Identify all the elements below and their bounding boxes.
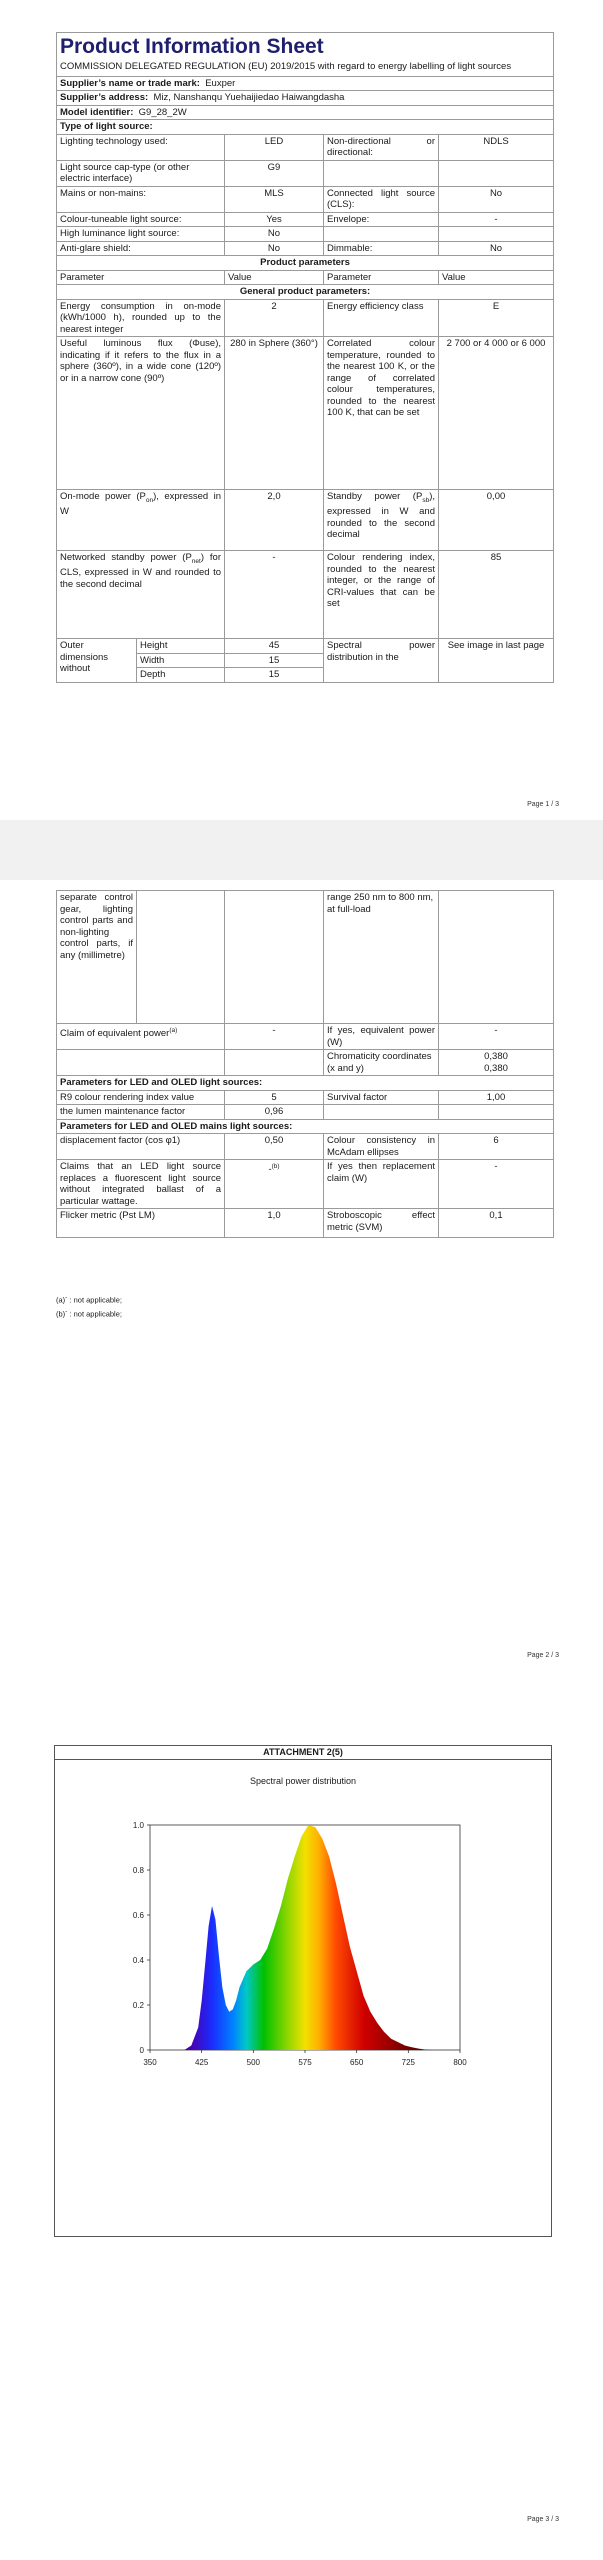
- spd-empty: [439, 891, 554, 1024]
- height-value: 45: [225, 639, 324, 654]
- x-tick-label: 800: [453, 2058, 467, 2067]
- y-tick-label: 0.2: [132, 2001, 144, 2010]
- mains-row: [57, 1134, 554, 1160]
- dimensions-continued-row: [57, 891, 554, 1024]
- chromaticity-y: 0,380: [484, 1062, 508, 1074]
- led-row: [57, 1105, 554, 1120]
- type-label-2: [324, 227, 439, 242]
- cct-label: Correlated colour temperature, rounded to the nearest 100 K, or the range of correlated colour temperatures, rounded to the nearest 100 K, that can be set: [324, 337, 439, 490]
- type-label: Lighting technology used:: [57, 134, 225, 160]
- supplier-name-label: Supplier’s name or trade mark:: [60, 77, 200, 89]
- type-heading: Type of light source:: [57, 120, 554, 135]
- replacement-watt-value: -: [439, 1160, 554, 1209]
- type-value-2: [439, 160, 554, 186]
- chromaticity-label: Chromaticity coordinates (x and y): [324, 1050, 439, 1076]
- type-label-2: [324, 160, 439, 186]
- depth-value: 15: [225, 668, 324, 683]
- type-row: [57, 227, 554, 242]
- type-row: [57, 186, 554, 212]
- width-value: 15: [225, 653, 324, 668]
- general-parameters-heading: General product parameters:: [57, 285, 554, 300]
- colour-consistency-value: 6: [439, 1134, 554, 1160]
- dimensions-empty: [137, 891, 225, 1024]
- x-tick-label: 725: [401, 2058, 416, 2067]
- product-parameters-heading: Product parameters: [57, 256, 554, 271]
- param-header-row: [57, 270, 554, 285]
- svm-value: 0,1: [439, 1209, 554, 1238]
- networked-standby-label: Networked standby power $(P_{net})$ for CLS, expressed in W and rounded to the second decimal: [57, 551, 225, 639]
- page-number-1: Page 1 / 3: [527, 801, 559, 808]
- type-label: High luminance light source:: [57, 227, 225, 242]
- spd-chart: [55, 1760, 551, 2230]
- y-tick-label: 1.0: [132, 1821, 144, 1830]
- general-row: [57, 490, 554, 551]
- type-row: [57, 241, 554, 256]
- led-parameters-heading: Parameters for LED and OLED light sources:: [57, 1076, 554, 1091]
- dimensions-row: [57, 639, 554, 654]
- type-value-2: No: [439, 186, 554, 212]
- type-label: Anti-glare shield:: [57, 241, 225, 256]
- footnotes: [56, 1292, 122, 1319]
- supplier-name-row: [57, 76, 554, 91]
- y-tick-label: 0.6: [132, 1911, 144, 1920]
- colour-consistency-label: Colour consistency in McAdam ellipses: [324, 1134, 439, 1160]
- flicker-label: Flicker metric (Pst LM): [57, 1209, 225, 1238]
- chromaticity-row: [57, 1050, 554, 1076]
- energy-class-value: E: [439, 299, 554, 337]
- type-value-2: -: [439, 212, 554, 227]
- r9-label: R9 colour rendering index value: [57, 1090, 225, 1105]
- replacement-watt-label: If yes then replacement claim (W): [324, 1160, 439, 1209]
- attachment-title: ATTACHMENT 2(5): [55, 1746, 551, 1760]
- equivalent-row: [57, 1024, 554, 1050]
- type-label-2: Non-directional or directional:: [324, 134, 439, 160]
- dimensions-label-part1: Outer dimensions without: [57, 639, 137, 683]
- x-tick-label: 650: [349, 2058, 364, 2067]
- standby-power-label: Standby power $(P_{sb})$, expressed in W and rounded to the second decimal: [324, 490, 439, 551]
- equivalent-label: Claim of equivalent power$^{(a)}$: [57, 1024, 225, 1050]
- led-row: [57, 1090, 554, 1105]
- x-tick-label: 500: [246, 2058, 261, 2067]
- type-row: [57, 160, 554, 186]
- info-table-page1: [56, 32, 554, 683]
- regulation-text: COMMISSION DELEGATED REGULATION (EU) 2019/2015 with regard to energy labelling of light sources: [60, 61, 512, 72]
- energy-consumption-label: Energy consumption in on-mode (kWh/1000 h), rounded up to the nearest integer: [57, 299, 225, 337]
- led-empty-label: [324, 1105, 439, 1120]
- page-number-3: Page 3 / 3: [527, 2516, 559, 2523]
- lumen-maintenance-label: the lumen maintenance factor: [57, 1105, 225, 1120]
- page-2: [0, 880, 603, 1700]
- param-header: Parameter: [57, 270, 225, 285]
- equivalent-power-label: If yes, equivalent power (W): [324, 1024, 439, 1050]
- equivalent-value: -: [225, 1024, 324, 1050]
- equivalent-power-value: -: [439, 1024, 554, 1050]
- type-value: MLS: [225, 186, 324, 212]
- type-value: G9: [225, 160, 324, 186]
- chromaticity-values: [439, 1050, 554, 1076]
- survival-factor-value: 1,00: [439, 1090, 554, 1105]
- svm-label: Stroboscopic effect metric (SVM): [324, 1209, 439, 1238]
- model-value: G9_28_2W: [138, 106, 187, 118]
- type-label-2: Envelope:: [324, 212, 439, 227]
- cri-label: Colour rendering index, rounded to the nearest integer, or the range of CRI-values that can be set: [324, 551, 439, 639]
- networked-standby-value: -: [225, 551, 324, 639]
- lumen-maintenance-value: 0,96: [225, 1105, 324, 1120]
- standby-power-value: 0,00: [439, 490, 554, 551]
- type-value: Yes: [225, 212, 324, 227]
- footnote-a: (a)- : not applicable;: [56, 1294, 122, 1305]
- y-tick-label: 0.4: [132, 1956, 144, 1965]
- y-tick-label: 0.8: [132, 1866, 144, 1875]
- luminous-flux-value: 280 in Sphere (360°): [225, 337, 324, 490]
- flicker-value: 1,0: [225, 1209, 324, 1238]
- general-row: [57, 299, 554, 337]
- type-label-2: Dimmable:: [324, 241, 439, 256]
- dimensions-empty-value: [225, 891, 324, 1024]
- general-row: [57, 551, 554, 639]
- page-gap: [0, 820, 603, 880]
- mains-row: [57, 1160, 554, 1209]
- title-cell: [57, 33, 554, 77]
- mains-parameters-heading: Parameters for LED and OLED mains light sources:: [57, 1119, 554, 1134]
- cct-value: 2 700 or 4 000 or 6 000: [439, 337, 554, 490]
- info-table-page2: [56, 890, 554, 1238]
- x-tick-label: 425: [194, 2058, 209, 2067]
- replacement-claim-label: Claims that an LED light source replaces a fluorescent light source without integrated ballast of a particular wattage.: [57, 1160, 225, 1209]
- type-value-2: [439, 227, 554, 242]
- chromaticity-empty: [57, 1050, 225, 1076]
- supplier-address-value: Miz, Nanshanqu Yuehaijiedao Haiwangdasha: [153, 92, 345, 103]
- type-label: Colour-tuneable light source:: [57, 212, 225, 227]
- energy-class-label: Energy efficiency class: [324, 299, 439, 337]
- height-label: Height: [137, 639, 225, 654]
- chromaticity-empty-value: [225, 1050, 324, 1076]
- type-label: Mains or non-mains:: [57, 186, 225, 212]
- energy-consumption-value: 2: [225, 299, 324, 337]
- y-tick-label: 0: [139, 2046, 144, 2055]
- spd-label-part1: Spectral power distribution in the: [324, 639, 439, 683]
- survival-factor-label: Survival factor: [324, 1090, 439, 1105]
- model-row: [57, 105, 554, 120]
- displacement-factor-label: displacement factor (cos φ1): [57, 1134, 225, 1160]
- luminous-flux-label: Useful luminous flux (Φuse), indicating if it refers to the flux in a sphere (360º), in a wide cone (120º) or in a narrow cone (90º): [57, 337, 225, 490]
- type-row: [57, 134, 554, 160]
- type-value: No: [225, 227, 324, 242]
- type-row: [57, 212, 554, 227]
- value-header: Value: [225, 270, 324, 285]
- width-label: Width: [137, 653, 225, 668]
- spd-value: See image in last page: [439, 639, 554, 683]
- chromaticity-x: 0,380: [484, 1051, 508, 1062]
- displacement-factor-value: 0,50: [225, 1134, 324, 1160]
- spd-label-part2: range 250 nm to 800 nm, at full-load: [324, 891, 439, 1024]
- x-tick-label: 350: [143, 2058, 157, 2067]
- type-label: Light source cap-type (or other electric interface): [57, 160, 225, 186]
- on-mode-power-value: 2,0: [225, 490, 324, 551]
- led-empty-value: [439, 1105, 554, 1120]
- type-value: No: [225, 241, 324, 256]
- footnote-b: (b)- : not applicable;: [56, 1307, 122, 1318]
- supplier-address-row: [57, 91, 554, 106]
- type-value-2: No: [439, 241, 554, 256]
- page-number-2: Page 2 / 3: [527, 1652, 559, 1659]
- attachment-box: [54, 1745, 552, 2237]
- x-tick-label: 575: [298, 2058, 312, 2067]
- supplier-address-label: Supplier’s address:: [60, 92, 149, 103]
- dimensions-label-part2: separate control gear, lighting control parts and non-lighting control parts, if any (millimetre): [57, 891, 137, 1024]
- type-value: LED: [225, 134, 324, 160]
- supplier-name-value: Euxper: [205, 77, 236, 89]
- r9-value: 5: [225, 1090, 324, 1105]
- page-title: Product Information Sheet: [60, 35, 324, 58]
- replacement-claim-value: -$^{(b)}$: [225, 1160, 324, 1209]
- type-label-2: Connected light source (CLS):: [324, 186, 439, 212]
- mains-row: [57, 1209, 554, 1238]
- param-header-2: Parameter: [324, 270, 439, 285]
- chart-title: Spectral power distribution: [249, 1776, 357, 1786]
- depth-label: Depth: [137, 668, 225, 683]
- on-mode-power-label: On-mode power $(P_{on})$, expressed in W: [57, 490, 225, 551]
- page-1: [0, 0, 603, 820]
- general-row: [57, 337, 554, 490]
- cri-value: 85: [439, 551, 554, 639]
- type-value-2: NDLS: [439, 134, 554, 160]
- model-label: Model identifier:: [60, 106, 134, 118]
- value-header-2: Value: [439, 270, 554, 285]
